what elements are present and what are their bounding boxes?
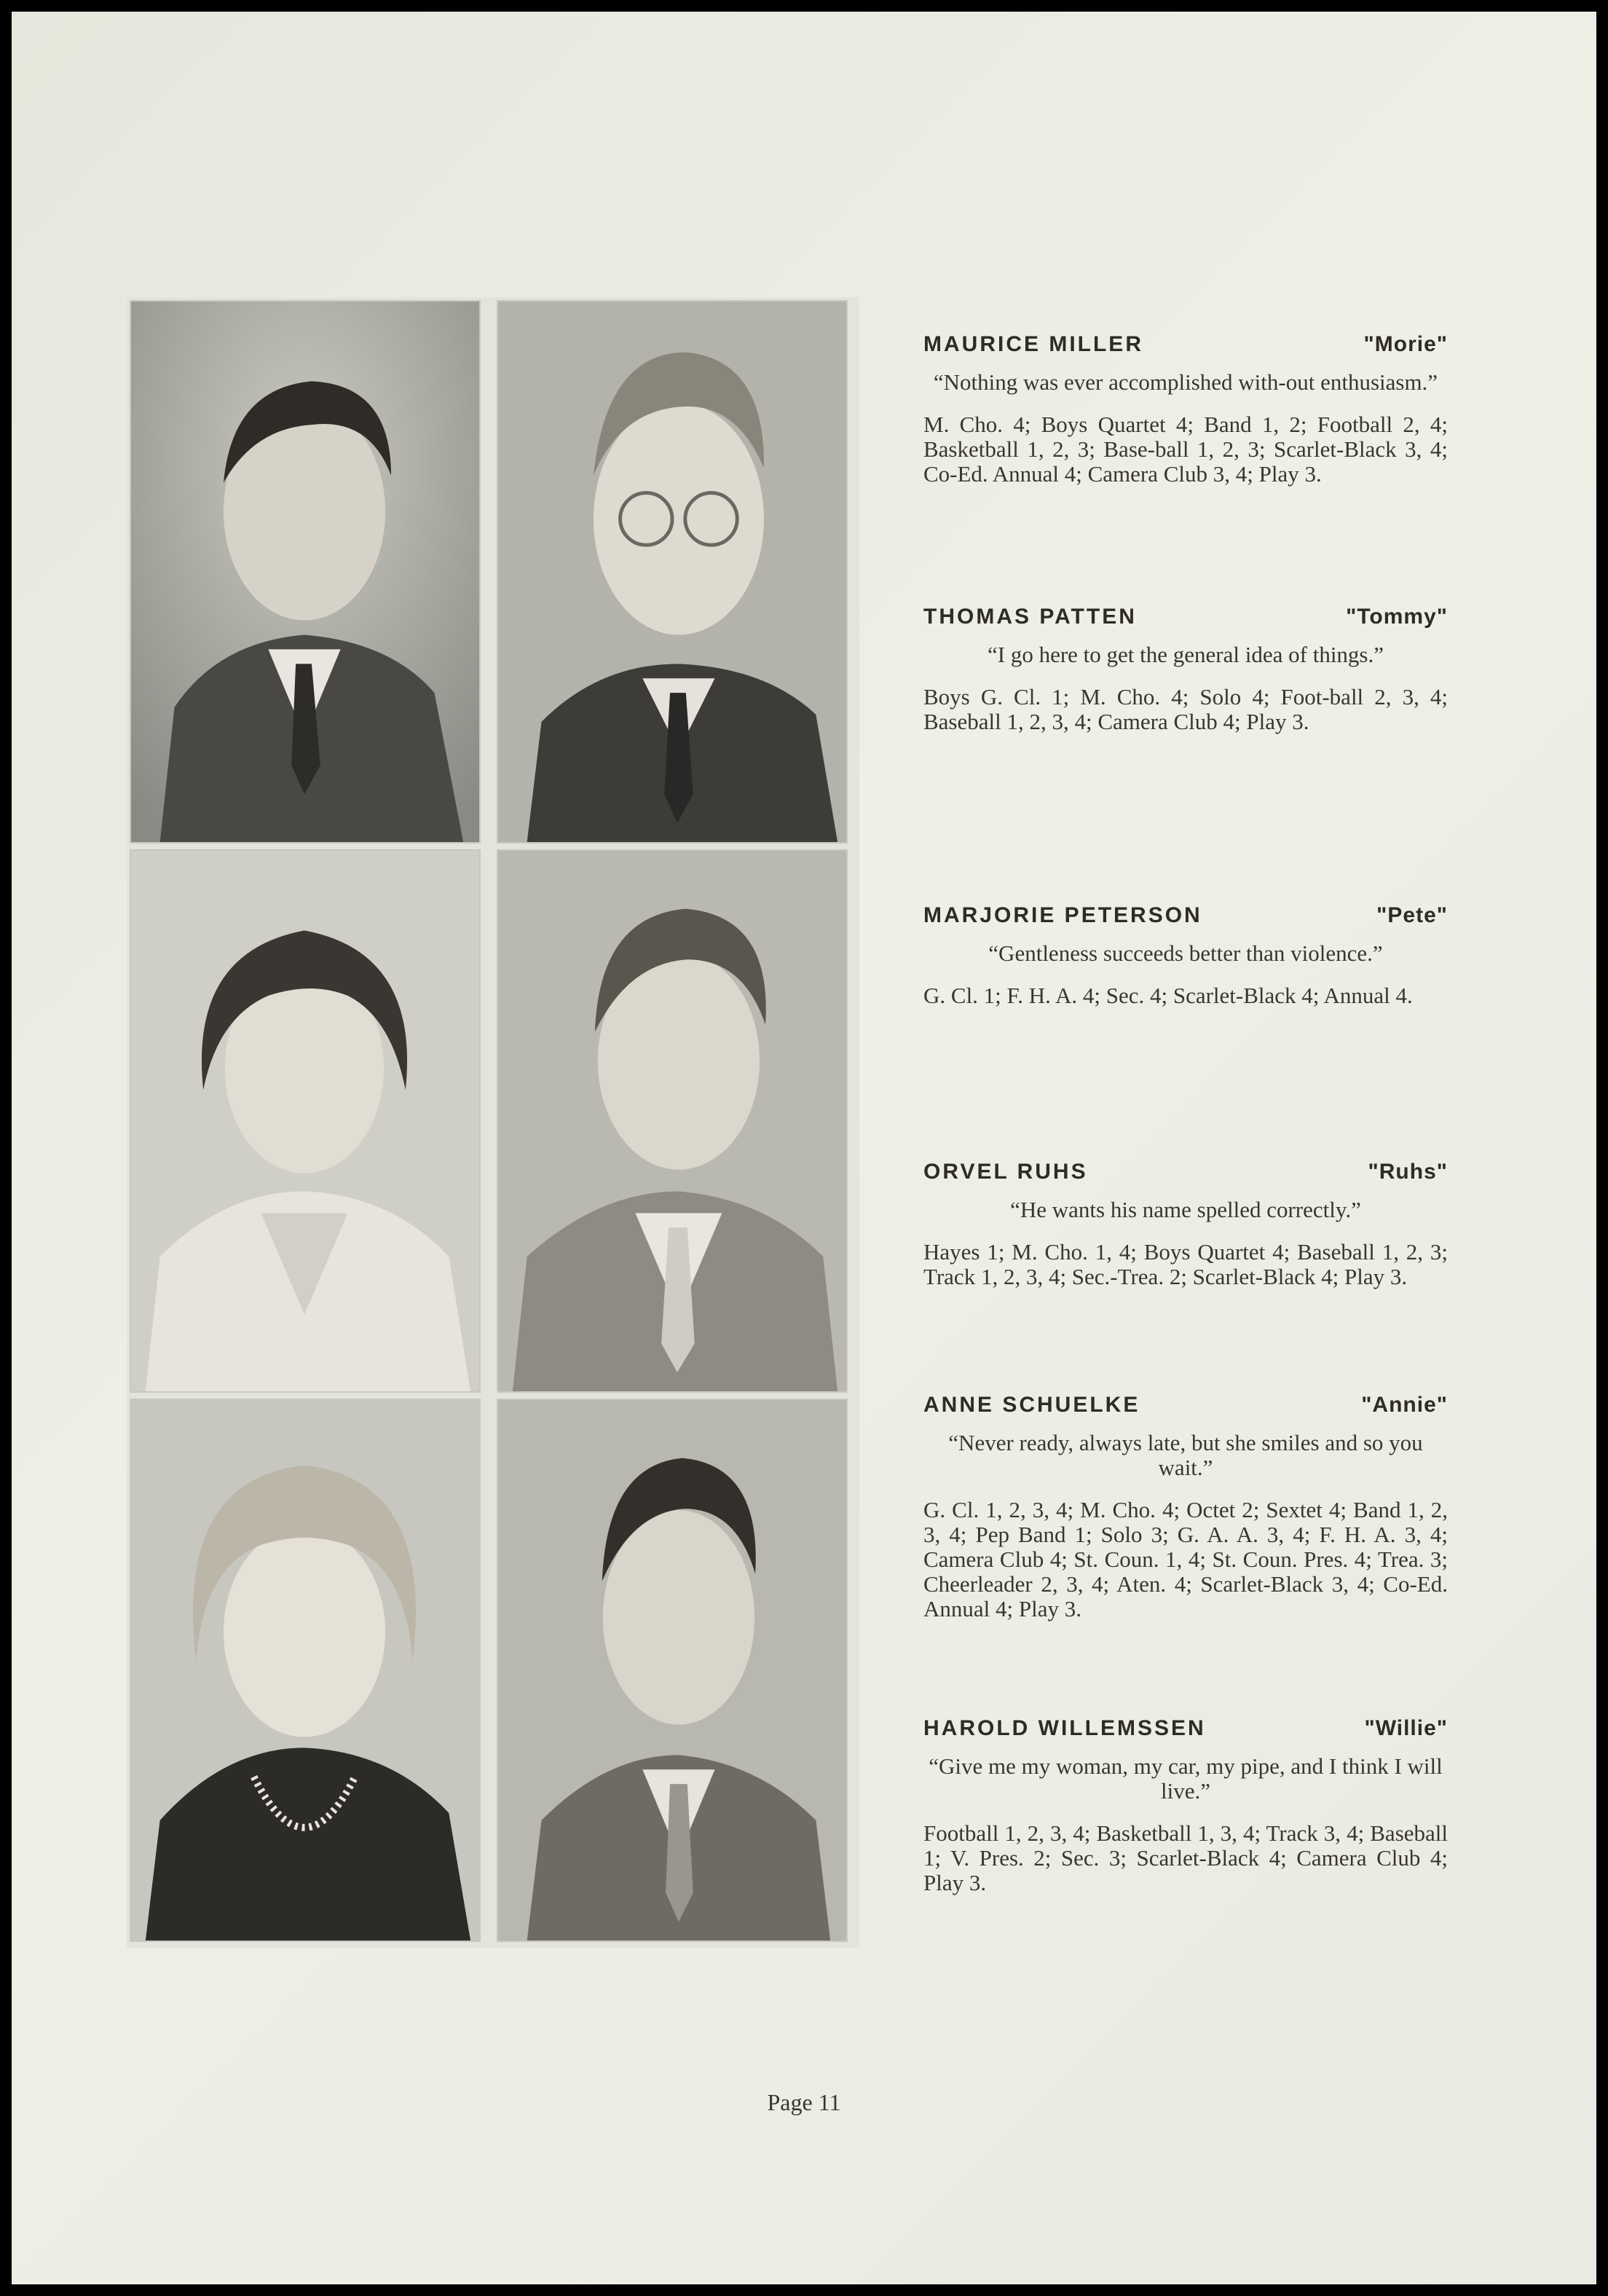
portrait-photo-marjorie-peterson — [130, 849, 481, 1393]
student-quote: “Nothing was ever accomplished with-out enthusiasm.” — [933, 369, 1438, 395]
student-entry — [923, 605, 1448, 734]
student-nickname: "Tommy" — [1346, 605, 1448, 629]
student-name: HAROLD WILLEMSSEN — [923, 1716, 1206, 1740]
page-number: Page 11 — [767, 2089, 841, 2115]
student-quote: “I go here to get the general idea of things.” — [988, 642, 1384, 667]
yearbook-page — [12, 12, 1596, 2284]
student-nickname: "Ruhs" — [1368, 1160, 1448, 1184]
student-entry — [923, 332, 1448, 487]
portrait-photo-anne-schuelke — [130, 1399, 481, 1942]
student-activities: Football 1, 2, 3, 4; Basketball 1, 3, 4; Track 3, 4; Baseball 1; V. Pres. 2; Sec. 3; Scarlet-Black 4; Camera Club 4; Play 3. — [923, 1820, 1448, 1895]
student-quote: “Gentleness succeeds better than violence.” — [988, 940, 1383, 966]
student-name: THOMAS PATTEN — [923, 605, 1137, 629]
student-nickname: "Willie" — [1364, 1716, 1448, 1740]
student-name: ANNE SCHUELKE — [923, 1393, 1140, 1417]
portrait-photo-thomas-patten — [497, 300, 848, 844]
student-activities: G. Cl. 1; F. H. A. 4; Sec. 4; Scarlet-Black 4; Annual 4. — [923, 983, 1413, 1008]
student-activities: M. Cho. 4; Boys Quartet 4; Band 1, 2; Football 2, 4; Basketball 1, 2, 3; Base-ball 1, 2, 3; Scarlet-Black 3, 4; Co-Ed. Annual 4; Camera Club 3, 4; Play 3. — [923, 412, 1448, 487]
student-entry — [923, 1393, 1448, 1621]
student-name: MARJORIE PETERSON — [923, 903, 1202, 927]
student-entry — [923, 1716, 1448, 1895]
student-entry — [923, 903, 1448, 1008]
portrait-grid — [127, 297, 859, 1948]
student-entry — [923, 1160, 1448, 1289]
student-nickname: "Pete" — [1376, 903, 1448, 927]
student-nickname: "Morie" — [1363, 332, 1448, 356]
portrait-photo-harold-willemssen — [497, 1399, 848, 1942]
student-quote: “Give me my woman, my car, my pipe, and I think I will live.” — [929, 1753, 1443, 1804]
student-quote: “Never ready, always late, but she smiles and so you wait.” — [948, 1430, 1423, 1480]
student-nickname: "Annie" — [1361, 1393, 1448, 1417]
student-activities: Hayes 1; M. Cho. 1, 4; Boys Quartet 4; Baseball 1, 2, 3; Track 1, 2, 3, 4; Sec.-Trea. 2; Scarlet-Black 4; Play 3. — [923, 1239, 1448, 1289]
student-quote: “He wants his name spelled correctly.” — [1010, 1197, 1361, 1222]
portrait-photo-orvel-ruhs — [497, 849, 848, 1393]
student-name: MAURICE MILLER — [923, 332, 1143, 356]
portrait-photo-maurice-miller — [130, 300, 481, 844]
student-name: ORVEL RUHS — [923, 1160, 1088, 1184]
student-activities: G. Cl. 1, 2, 3, 4; M. Cho. 4; Octet 2; Sextet 4; Band 1, 2, 3, 4; Pep Band 1; Solo 3; G. A. A. 3, 4; F. H. A. 3, 4; Camera Club 4; St. Coun. 1, 4; St. Coun. Pres. 4; Trea. 3; Cheerleader 2, 3, 4; Aten. 4; Scarlet-Black 3, 4; Co-Ed. Annual 4; Play 3. — [923, 1497, 1448, 1621]
student-activities: Boys G. Cl. 1; M. Cho. 4; Solo 4; Foot-ball 2, 3, 4; Baseball 1, 2, 3, 4; Camera Club 4; Play 3. — [923, 684, 1448, 734]
